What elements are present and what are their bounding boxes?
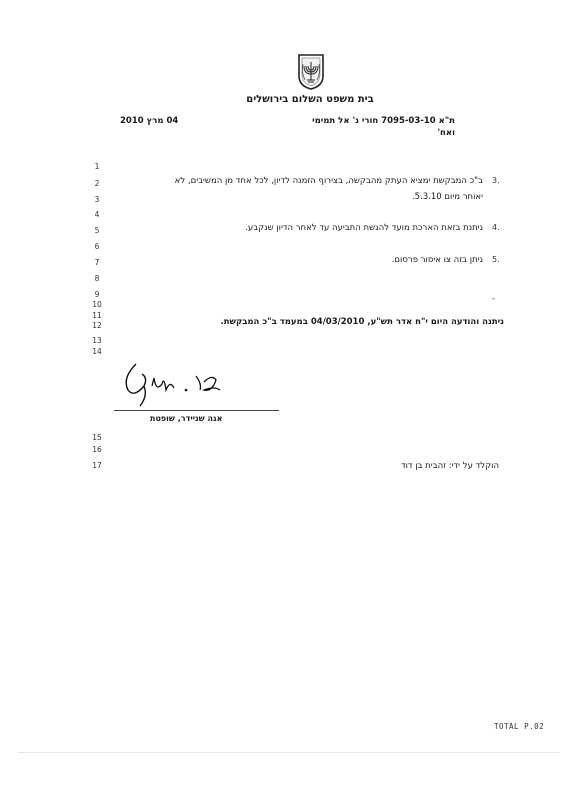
state-emblem-icon (296, 52, 326, 90)
line-number: 13 (92, 336, 102, 345)
paragraph-text: ב"כ המבקשת ימציא העתק מהבקשה, בצירוף הזמנה לדיון, לכל אחד מן המשיבים, לא (174, 176, 483, 186)
line-number: 10 (92, 300, 102, 309)
case-number-continuation: ואח' (437, 128, 455, 138)
line-number: 8 (94, 274, 100, 283)
paragraph-number: 5. (492, 255, 500, 264)
line-number: 4 (94, 210, 100, 219)
document-date: 04 מרץ 2010 (120, 116, 179, 126)
fax-page-total: TOTAL P.02 (494, 722, 545, 731)
case-number: ת"א 7095-03-10 חורי נ' אל תמימי (312, 116, 455, 126)
line-number: 14 (92, 347, 102, 356)
line-number: 12 (92, 321, 102, 330)
paragraph-number: 4. (492, 223, 500, 232)
line-number: 11 (92, 311, 102, 320)
dash-mark: - (492, 294, 495, 303)
line-number: 7 (94, 258, 100, 267)
line-number: 1 (94, 162, 100, 171)
court-name: בית משפט השלום בירושלים (246, 94, 374, 105)
ruling-statement: ניתנה והודעה היום י"ח אדר תש"ע, 04/03/2010 במעמד ב"כ המבקשת. (220, 317, 504, 327)
signature-line (114, 410, 279, 411)
typist-credit: הוקלד על ידי: זהבית בן דוד (400, 461, 499, 471)
line-number: 6 (94, 242, 100, 251)
line-number: 17 (92, 461, 102, 470)
paragraph-text: יאוחר מיום 5.3.10. (411, 192, 483, 202)
line-number: 3 (94, 195, 100, 204)
paragraph-text: ניתנת בזאת הארכת מועד להגשת התביעה עד לאחר הדיון שנקבע. (245, 223, 483, 233)
line-number: 9 (94, 290, 100, 299)
page-edge-divider (18, 752, 560, 753)
line-number: 16 (92, 445, 102, 454)
line-number: 15 (92, 433, 102, 442)
line-number: 2 (94, 179, 100, 188)
paragraph-number: 3. (492, 176, 500, 185)
paragraph-text: ניתן בזה צו איסור פרסום. (391, 255, 483, 265)
judge-name: אנה שניידר, שופטת (150, 414, 223, 423)
line-number: 5 (94, 226, 100, 235)
handwritten-signature (108, 356, 258, 412)
